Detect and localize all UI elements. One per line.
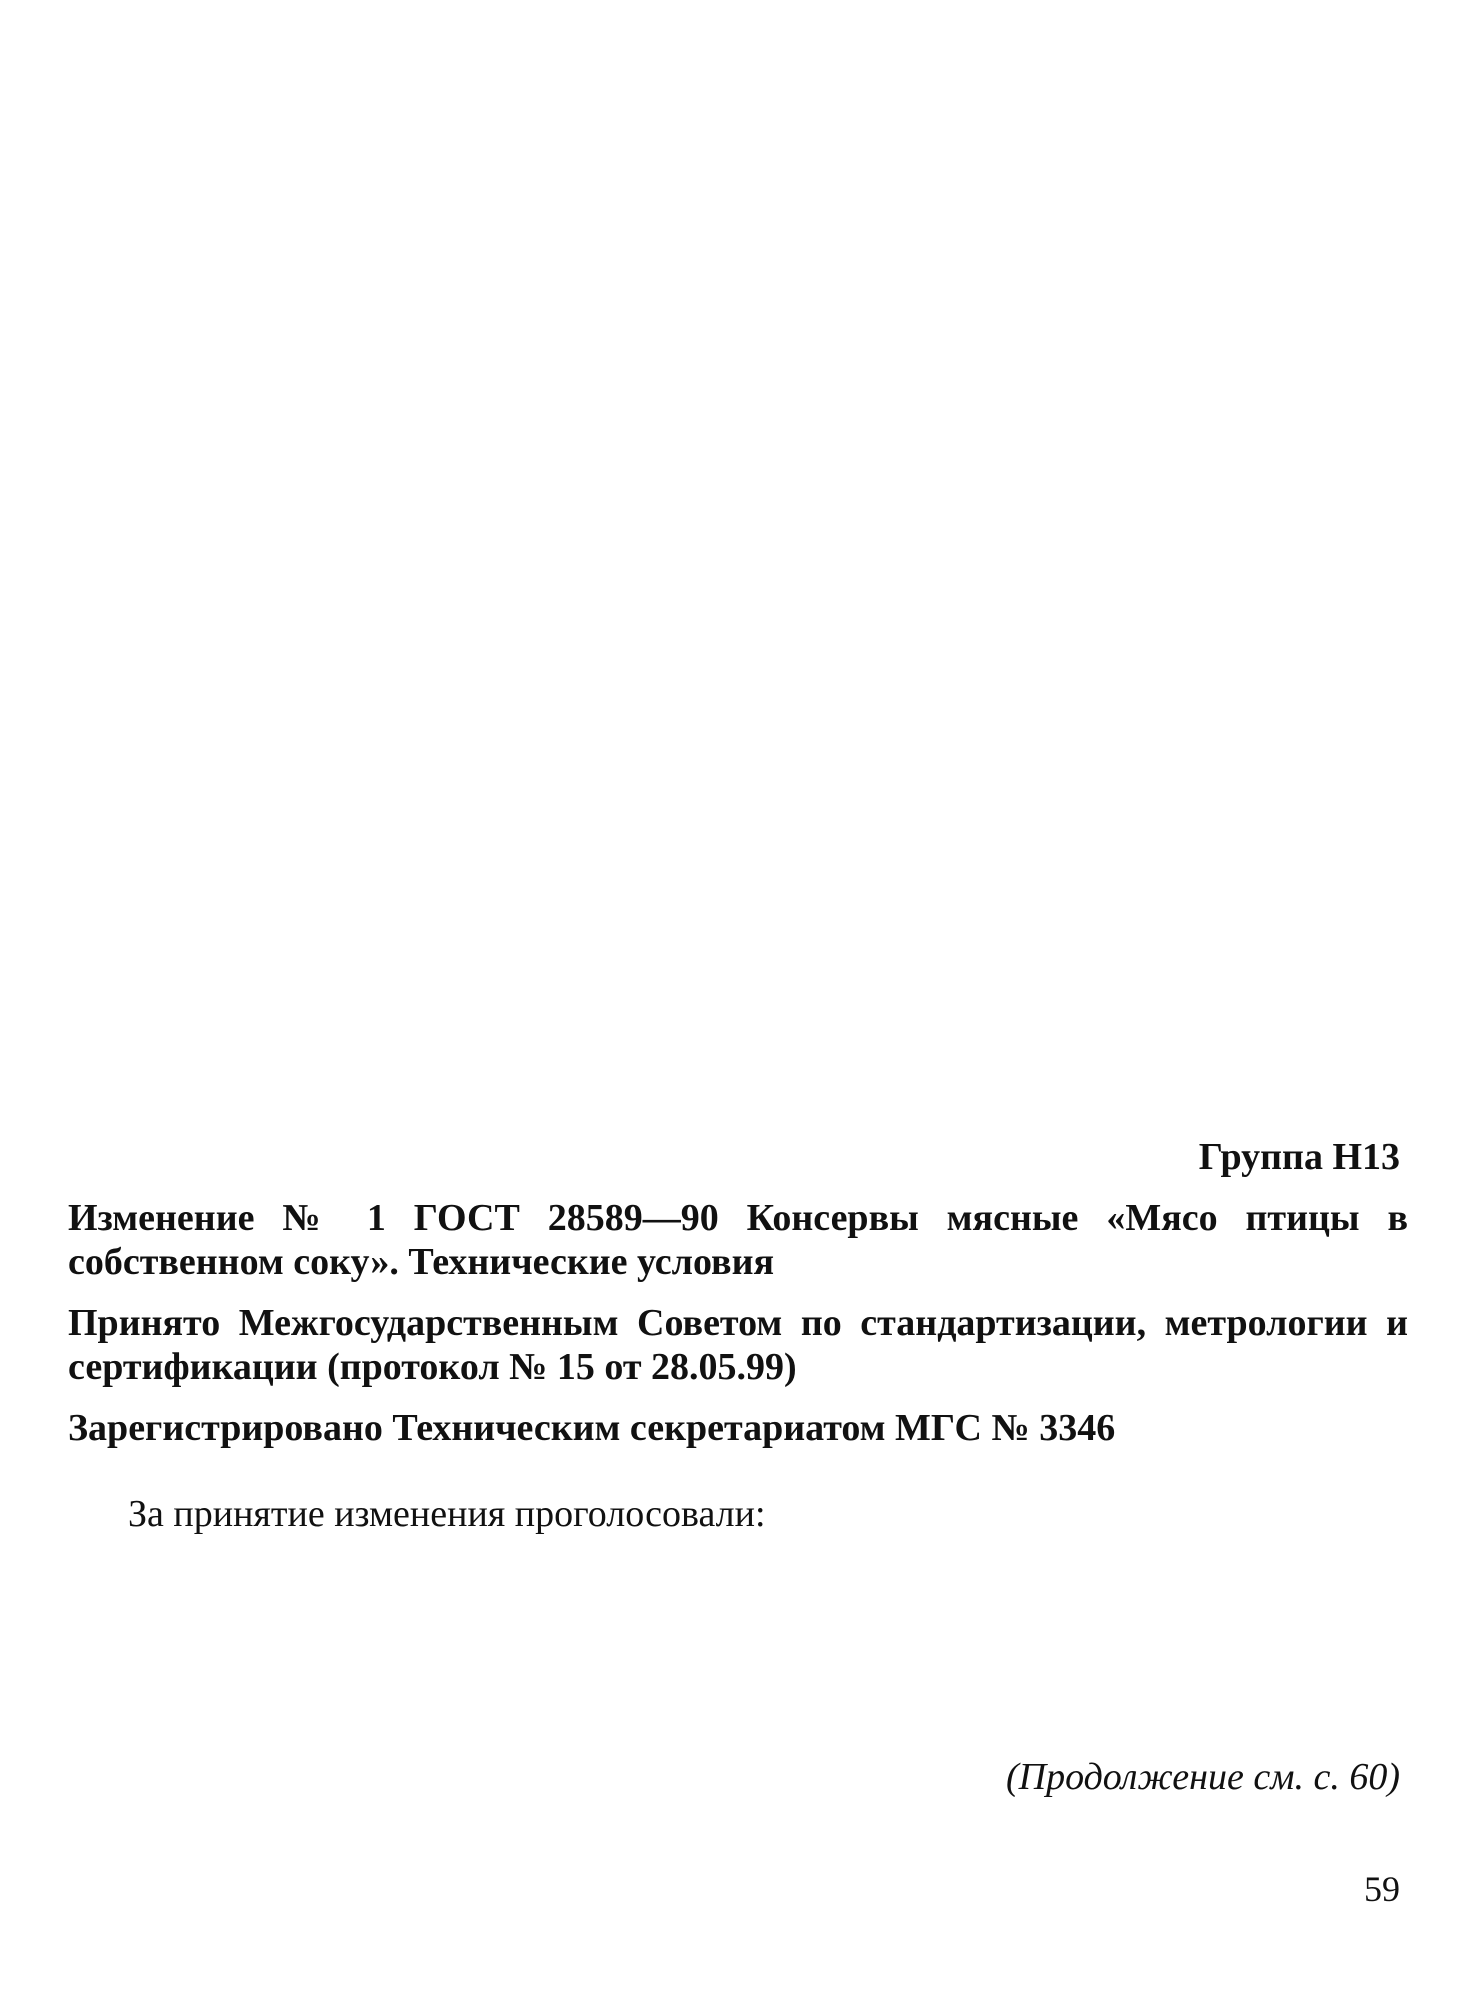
group-label: Группа Н13 <box>1198 1136 1400 1178</box>
page-number: 59 <box>1364 1869 1400 1909</box>
adoption-statement: Принято Межгосударственным Советом по стандартизации, метрологии и сертификации (протокол № 15 от 28.05.99) <box>68 1302 1408 1388</box>
registration-statement: Зарегистрировано Техническим секретариатом МГС № 3346 <box>68 1407 1116 1449</box>
voting-intro: За принятие изменения проголосовали: <box>128 1493 766 1535</box>
amendment-title: Изменение № 1 ГОСТ 28589—90 Консервы мясные «Мясо птицы в собственном соку». Технические условия <box>68 1197 1408 1283</box>
continuation-note: (Продолжение см. с. 60) <box>1005 1756 1400 1798</box>
